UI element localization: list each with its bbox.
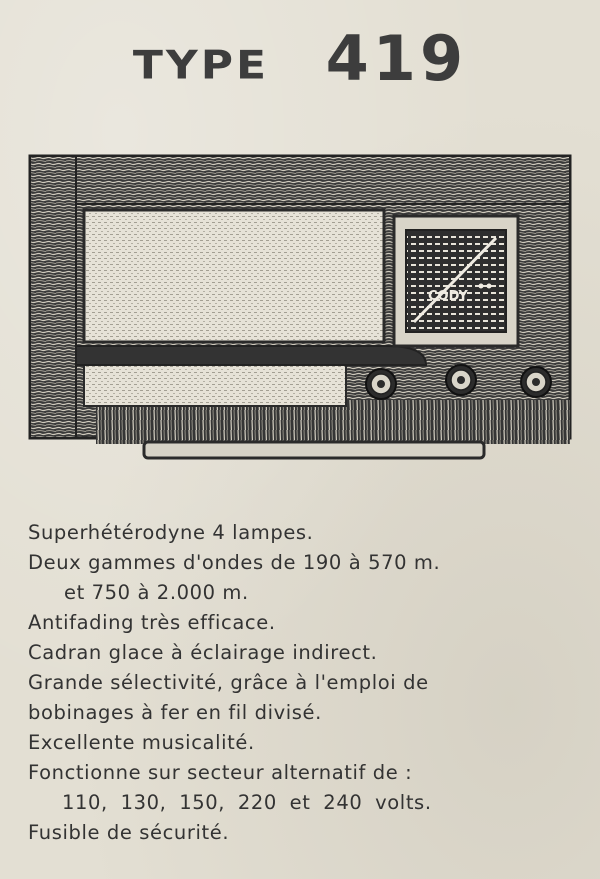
- spec-line: Excellente musicalité.: [28, 731, 255, 754]
- cabinet-left-side: [30, 156, 76, 438]
- spec-line: Antifading très efficace.: [28, 611, 276, 634]
- spec-line: Deux gammes d'ondes de 190 à 570 m.: [28, 551, 441, 574]
- specification-list: [28, 518, 578, 848]
- dial-dot: [487, 284, 492, 289]
- spec-line: Cadran glace à éclairage indirect.: [28, 641, 378, 664]
- speaker-grille: [84, 210, 384, 342]
- spec-line: bobinages à fer en fil divisé.: [28, 701, 322, 724]
- spec-line: 110, 130, 150, 220 et 240 volts.: [62, 791, 432, 814]
- grille-separator: [76, 346, 426, 365]
- cabinet-plinth: [144, 442, 484, 458]
- dial-dot: [479, 284, 484, 289]
- spec-line: Superhétérodyne 4 lampes.: [28, 521, 314, 544]
- spec-line: Fusible de sécurité.: [28, 821, 230, 844]
- cabinet-top-band: [30, 156, 570, 204]
- radio-illustration: [26, 150, 574, 470]
- spec-line: et 750 à 2.000 m.: [64, 581, 249, 604]
- knob-right: [521, 367, 551, 397]
- spec-line: Grande sélectivité, grâce à l'emploi de: [28, 671, 429, 694]
- knob-middle: [446, 365, 476, 395]
- spec-line: Fonctionne sur secteur alternatif de :: [28, 761, 413, 784]
- dial-brand-label: CODY: [428, 289, 468, 304]
- lower-grille-strip: [84, 362, 346, 406]
- knob-left: [366, 369, 396, 399]
- model-number: 419: [325, 22, 468, 95]
- type-word: TYPE: [132, 42, 270, 89]
- page-title: [0, 22, 600, 95]
